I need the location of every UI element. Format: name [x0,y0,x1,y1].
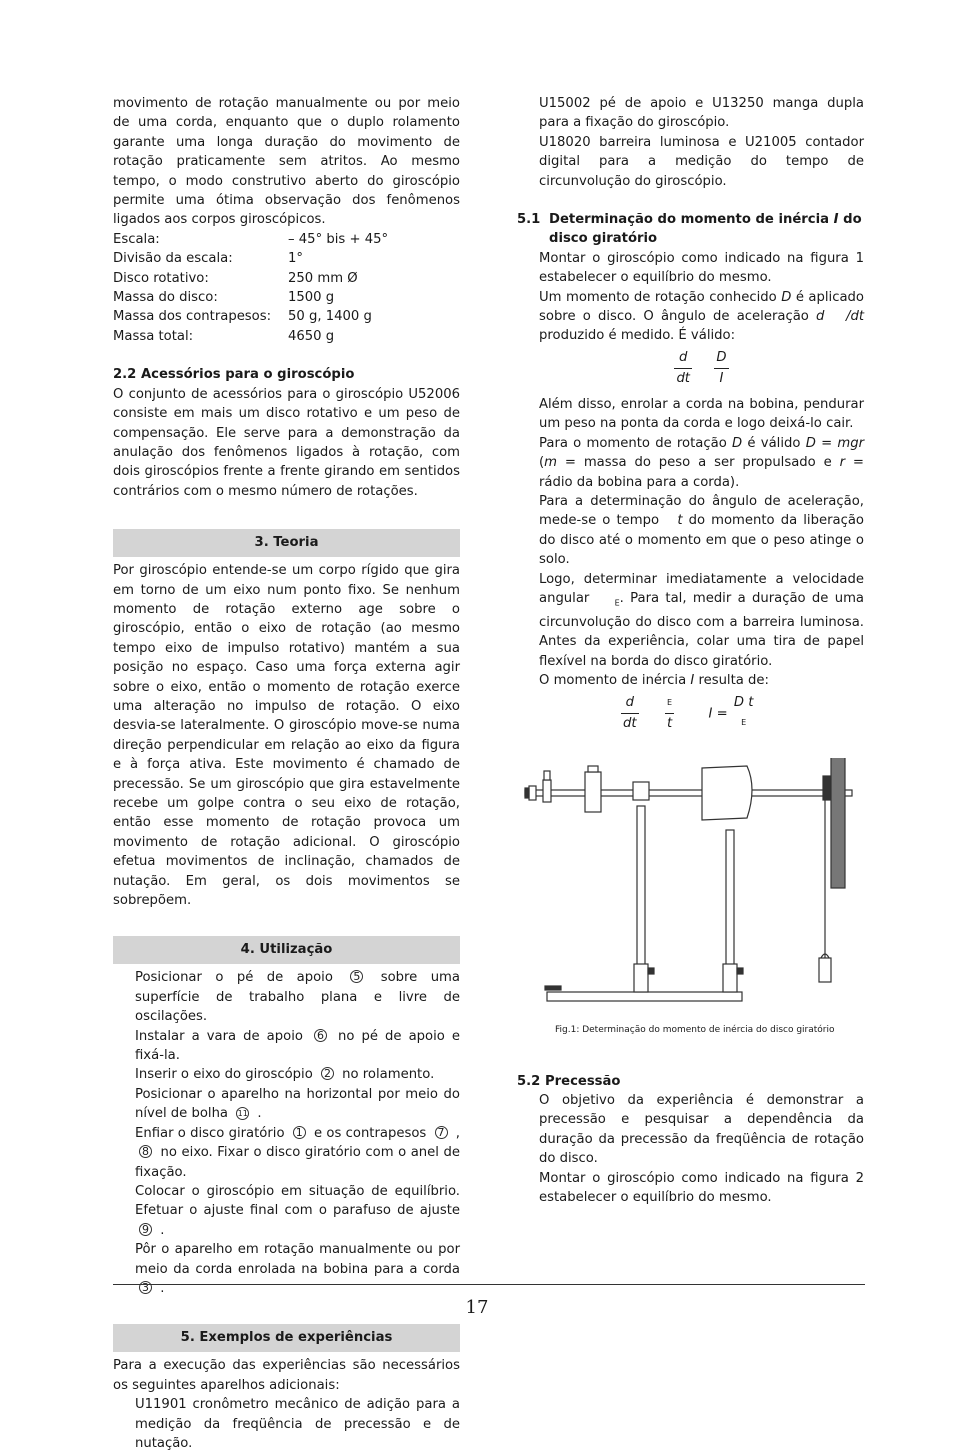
callout-number: 8 [139,1145,152,1158]
paragraph: Para a determinação do ângulo de aceleração, mede-se o tempo t do momento da liberação do disco até o momento em que o peso atinge o solo. [539,493,864,568]
spec-row [113,327,460,346]
spec-row [113,288,460,307]
spec-row [113,307,460,326]
figure-caption: Fig.1: Determinação do momento de inércia do disco giratório [555,1024,835,1035]
counterweight-ring [543,780,551,802]
spec-key: Escala: [113,231,160,247]
spec-key: Massa total: [113,328,194,344]
footer-rule [113,1284,865,1285]
section-3-text: Por giroscópio entende-se um corpo rígido que gira em torno de um eixo num ponto fixo. Se nenhum momento de rotação externo age sobre o giroscópio, então o eixo de rotação (ao mesmo tempo eixo de impulso rotativo) mantém a sua posição no espaço. Caso uma força externa agir sobre o eixo, então o momento de rotação exerce uma alteração no impulso de rotação. O eixo desvia-se lateralmente. O giroscópio move-se numa direção perpendicular em relação ao eixo da figura e à força ativa. Este movimento é chamado de precessão. Se um giroscópio que gira estavelmente recebe um golpe contra o seu eixo de rotação, então esse momento de rotação provoca um movimento de rotação adicional. O giroscópio efetua movimentos de inclinação, chamados de nutação. Em geral, os dois movimentos se sobrepõem. [113,563,460,909]
usage-list [113,968,460,1298]
rotor-housing [702,766,752,820]
spec-key: Divisão da escala: [113,251,233,267]
equipment-item: U15002 pé de apoio e U13250 manga dupla para a fixação do giroscópio. [539,96,864,131]
support-rod-left [637,806,645,974]
callout-number: 9 [139,1223,152,1236]
section-3-heading: 3. Teoria [113,529,460,557]
string-spool [823,776,831,800]
counterweight-large [585,772,601,812]
support-rod-right [726,830,734,974]
page-number: 17 [465,1297,489,1318]
usage-item: Instalar a vara de apoio 6 no pé de apoio e fixá-la. [135,1028,460,1064]
section-4-heading: 4. Utilização [113,936,460,964]
paragraph: O momento de inércia I resulta de: [539,673,769,689]
figure-1 [517,758,864,1048]
spec-key: Massa do disco: [113,290,218,306]
section-5-text: Para a execução das experiências são necessários os seguintes aparelhos adicionais: [113,1358,460,1393]
paragraph: Além disso, enrolar a corda na bobina, pendurar um peso na ponta da corda e logo deixá-lo cair. [539,396,864,432]
spec-value: 250 mm Ø [288,270,358,286]
callout-number: 3 [139,1281,152,1294]
spec-key: Massa dos contrapesos: [113,309,272,325]
usage-item: Posicionar o aparelho na horizontal por meio do nível de bolha 11 . [135,1086,460,1122]
base-plate [547,992,742,1001]
section-5-1-body [517,249,864,734]
bearing-block [633,782,649,800]
spec-value: 1500 g [288,290,335,306]
spec-value: – 45° bis + 45° [288,231,389,247]
section-2-2-text: O conjunto de acessórios para o giroscópio U52006 consiste em mais um disco rotativo e um peso de compensação. Ele serve para a demonstração da anulação dos fenômenos ligados à rotação, com dois giroscópios frente a frente girando em sentidos contrários com o mesmo número de rotações. [113,386,460,499]
section-5-2-body [517,1091,864,1207]
gyroscope-axle [525,790,852,796]
left-column [113,94,460,1453]
equipment-item: U18020 barreira luminosa e U21005 contador digital para a medição do tempo de circunvolução do giroscópio. [539,134,864,189]
callout-number: 2 [321,1067,334,1080]
section-5-heading: 5. Exemplos de experiências [113,1324,460,1352]
rod-foot-left [634,964,648,992]
spec-row [113,249,460,268]
callout-number: 7 [435,1126,448,1139]
paragraph: Montar o giroscópio como indicado na figura 2 estabelecer o equilíbrio do mesmo. [539,1170,864,1206]
paragraph: Logo, determinar imediatamente a velocidade angular $_E$. Para tal, medir a duração de uma circunvolução do disco com a barreira luminosa. Antes da experiência, colar uma tira de papel flexível na borda do disco giratório. [539,571,865,669]
paragraph: Montar o giroscópio como indicado na figura 1 estabelecer o equilíbrio do mesmo. [539,250,864,286]
spec-value: 50 g, 1400 g [288,309,372,325]
usage-item: Enfiar o disco giratório 1 e os contrapesos 7 , 8 no eixo. Fixar o disco giratório com o anel de fixação. [135,1125,460,1180]
gyroscope-setup-diagram [517,758,864,1048]
usage-item: Inserir o eixo do giroscópio 2 no rolamento. [135,1067,435,1083]
section-2-2-heading: 2.2 Acessórios para o giroscópio [113,367,355,383]
callout-number: 6 [314,1029,327,1042]
rotating-disk [831,758,845,888]
callout-number: 1 [293,1126,306,1139]
paragraph: O objetivo da experiência é demonstrar a precessão e pesquisar a dependência da duração da precessão da freqüência de rotação do disco. [539,1093,864,1167]
paragraph: Um momento de rotação conhecido D é aplicado sobre o disco. O ângulo de aceleração d /dt produzido é medido. É válido: [539,289,864,344]
section-5-2-heading: 5.2 Precessão [517,1073,621,1089]
callout-number: 11 [237,1109,248,1119]
usage-item: Pôr o aparelho em rotação manualmente ou por meio da corda enrolada na bobina para a corda 3 . [135,1242,460,1296]
section-5-1-heading: 5.1 Determinação do momento de inércia I do disco giratório [517,212,862,247]
usage-item: Posicionar o pé de apoio 5 sobre uma superfície de trabalho plana e livre de oscilações. [135,970,460,1025]
base-clamp [545,986,561,990]
right-column [517,94,864,1207]
counterweight-small [529,786,536,800]
spec-key: Disco rotativo: [113,270,209,286]
usage-item: Colocar o giroscópio em situação de equilíbrio. Efetuar o ajuste final com o parafuso de ajuste 9 . [135,1183,460,1238]
spec-table [113,230,460,346]
spec-value: 4650 g [288,328,335,344]
rod-foot-right [723,964,737,992]
paragraph: Para o momento de rotação D é válido D = mgr (m = massa do peso a ser propulsado e r = rádio da bobina para a corda). [539,435,865,490]
intro-paragraph: movimento de rotação manualmente ou por meio de uma corda, enquanto que o duplo rolamento garante uma longa duração do movimento de rotação praticamente sem atritos. Ao mesmo tempo, o modo construtivo aberto do giroscópio permite uma ótima observação dos fenômenos ligados aos corpos giroscópicos. [113,96,460,228]
spec-value: 1° [288,251,303,267]
equipment-item: U11901 cronômetro mecânico de adição para a medição da freqüência de precessão e de nutação. [135,1397,460,1451]
equation-1: $\frac{d}{dt}$ $\frac{D}{I}$ [539,348,864,389]
drop-weight [819,958,831,982]
callout-number: 5 [350,970,363,983]
spec-row [113,230,460,249]
equation-2: $\frac{d}{dt}$ $\frac{E}{t}$ I = D t E [621,693,864,734]
spec-row [113,269,460,288]
